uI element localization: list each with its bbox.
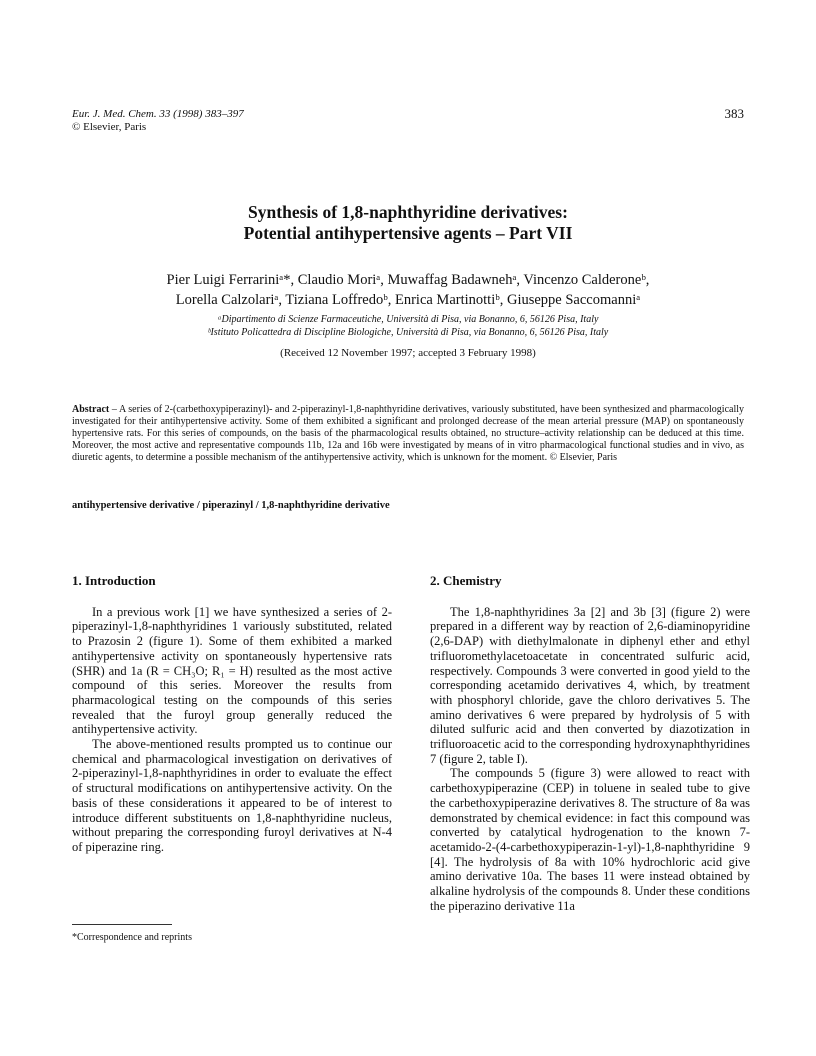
footnote-divider: [72, 924, 172, 925]
journal-citation: Eur. J. Med. Chem. 33 (1998) 383–397: [72, 108, 244, 120]
authors-line-1: Pier Luigi Ferrariniᵃ*, Claudio Moriᵃ, Muwaffag Badawnehᵃ, Vincenzo Calderoneᵇ,: [166, 272, 650, 288]
keywords: antihypertensive derivative / piperazinyl / 1,8-naphthyridine derivative: [72, 500, 390, 511]
paper-title: [0, 202, 816, 244]
footnote: *Correspondence and reprints: [72, 932, 192, 943]
authors-line-2: Lorella Calzolariᵃ, Tiziana Loffredoᵇ, Enrica Martinottiᵇ, Giuseppe Saccomanniᵃ: [175, 292, 641, 308]
affiliation-a: ᵃDipartimento di Scienze Farmaceutiche, Università di Pisa, via Bonanno, 6, 56126 Pisa, Italy: [217, 314, 599, 325]
section-heading-chemistry: 2. Chemistry: [430, 573, 502, 588]
title-line-2: Potential antihypertensive agents – Part VII: [243, 223, 573, 243]
column-left: [72, 574, 392, 855]
title-line-1: Synthesis of 1,8-naphthyridine derivatives:: [248, 202, 568, 222]
author-list: [0, 270, 816, 310]
affiliation-b: ᵇIstituto Policattedra di Discipline Biologiche, Università di Pisa, via Bonanno, 6, 56126 Pisa, Italy: [207, 326, 609, 338]
abstract-text: – A series of 2-(carbethoxypiperazinyl)- and 2-piperazinyl-1,8-naphthyridine derivatives, variously substituted, have been synthesized and pharmacologically investigated for their antihypertensive activity. Some of them exhibited a significant and prolonged decrease of the mean arterial pressure (MAP) on spontaneously hypertensive rats. For this series of compounds, on the basis of the pharmacological results obtained, no structure–activity relationship can be deduced at this time. Moreover, the most active and representative compounds 11b, 12a and 16b were investigated by means of in vitro pharmacological functional studies and in vivo, as diuretic agents, to determine a possible mechanism of the antihypertensive activity, which is unknown for the moment. © Elsevier, Paris: [72, 404, 744, 463]
chemistry-paragraph-1: The 1,8-naphthyridines 3a [2] and 3b [3] (figure 2) were prepared in a different way by reaction of 2,6-diaminopyridine (2,6-DAP) with diethylmalonate in diphenyl ether and ethyl trifluoromethylacetoacetate in concentrated sulfuric acid, respectively. Compounds 3 were converted in good yield to the corresponding acetamido derivatives 4, which, by treatment with phosphoryl chloride, gave the chloro derivatives 5. The amino derivatives 6 were prepared by hydrolysis of 5 with diluted sulfuric acid and then converted by diazotization in trifluoroacetic acid to the corresponding hydroxynaphthyridines 7 (figure 2, table I).: [430, 604, 750, 766]
page-number: 383: [724, 106, 744, 121]
affiliations: [0, 314, 816, 339]
publisher-line: © Elsevier, Paris: [72, 121, 147, 133]
intro-paragraph-1: In a previous work [1] we have synthesized a series of 2-piperazinyl-1,8-naphthyridines 1 variously substituted, related to Prazosin 2 (figure 1). Some of them exhibited a marked antihypertensive activity on spontaneously hypertensive rats (SHR) and 1a (R = CH₃O; R₁ = H) resulted as the most active compound of this series. Moreover the results from pharmacological testing on the compounds of this series revealed that the furoyl group generally reduced the antihypertensive activity.: [72, 604, 392, 737]
intro-paragraph-2: The above-mentioned results prompted us to continue our chemical and pharmacological investigation on derivatives of 2-piperazinyl-1,8-naphthyridines in order to evaluate the effect of structural modifications on antihypertensive activity. On the basis of these considerations it appeared to be of interest to introduce different substituents on 1,8-naphthyridine nucleus, without preparing the corresponding furoyl derivatives at N-4 of piperazine ring.: [72, 737, 392, 854]
section-heading-introduction: 1. Introduction: [72, 573, 156, 588]
chemistry-paragraph-2: The compounds 5 (figure 3) were allowed to react with carbethoxypiperazine (CEP) in toluene in sealed tube to give the carbethoxypiperazine derivatives 8. The structure of 8a was demonstrated by chemical evidence: in fact this compound was converted by catalytical hydrogenation to the known 7-acetamido-2-(4-carbethoxypiperazin-1-yl)-1,8-naphthyridine 9 [4]. The hydrolysis of 8a with 10% hydrochloric acid give amino derivative 10a. The bases 11 were instead obtained by alkaline hydrolysis of the compounds 8. Under these conditions the piperazino derivative 11a: [430, 766, 750, 913]
column-right: [430, 574, 750, 913]
journal-header: [72, 108, 244, 134]
abstract-label: Abstract: [72, 404, 110, 415]
abstract: [72, 404, 744, 464]
received-dates: (Received 12 November 1997; accepted 3 February 1998): [280, 347, 536, 359]
